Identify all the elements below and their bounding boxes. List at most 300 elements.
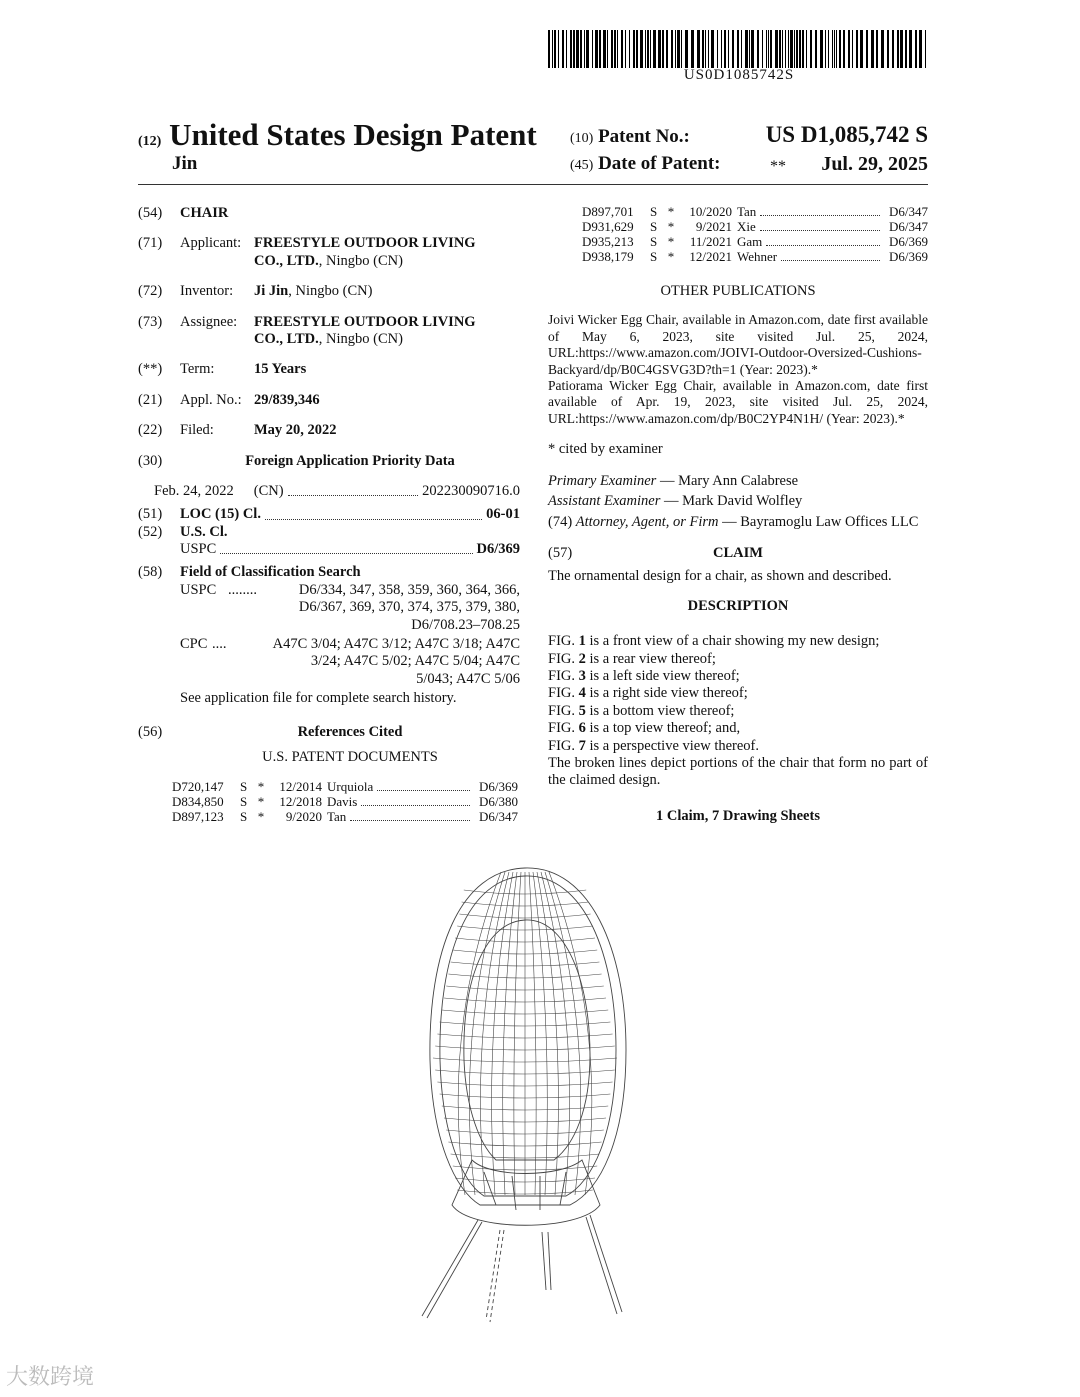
leader-dots bbox=[350, 810, 470, 821]
reference-name-cell bbox=[327, 795, 474, 810]
reference-class: D6/380 bbox=[479, 794, 518, 810]
term-value: 15 Years bbox=[254, 361, 307, 378]
barcode-bar bbox=[650, 30, 651, 68]
fig-text: is a right side view thereof; bbox=[589, 685, 748, 702]
barcode-bar bbox=[633, 30, 635, 68]
reference-name: Xie bbox=[737, 219, 756, 234]
reference-date: 10/2020 bbox=[689, 204, 732, 219]
field-54 bbox=[138, 205, 520, 222]
fig-text: is a top view thereof; and, bbox=[589, 720, 741, 737]
barcode-bar bbox=[697, 30, 700, 68]
field-code: (**) bbox=[138, 361, 163, 378]
field-code: (54) bbox=[138, 205, 163, 221]
field-code: (73) bbox=[138, 313, 163, 330]
barcode-bar bbox=[554, 30, 556, 68]
field-label: Assignee: bbox=[180, 313, 238, 330]
barcode-bar bbox=[892, 30, 894, 68]
patent-number: US D1,085,742 S bbox=[765, 122, 928, 147]
cpc-search bbox=[180, 636, 520, 688]
attorney: (74) Attorney, Agent, or Firm — Bayramoglu Law Offices LLC bbox=[548, 513, 919, 530]
uspc-search-label: USPC bbox=[180, 581, 217, 598]
uspc-label: USPC bbox=[180, 541, 217, 558]
barcode-bar bbox=[548, 30, 550, 68]
reference-kind: S bbox=[240, 794, 248, 810]
barcode-bar bbox=[832, 30, 833, 68]
barcode-bar bbox=[749, 30, 750, 68]
barcode-bar bbox=[796, 30, 798, 68]
fig-text: is a rear view thereof; bbox=[589, 650, 716, 667]
reference-number: D897,123 bbox=[172, 809, 224, 825]
priority-date: Feb. 24, 2022 bbox=[154, 482, 234, 499]
leader-dots bbox=[377, 780, 470, 791]
description-title: DESCRIPTION bbox=[687, 597, 789, 614]
barcode-bar bbox=[790, 30, 793, 68]
field-57 bbox=[548, 545, 928, 562]
reference-name: Urquiola bbox=[327, 780, 374, 795]
patent-date: Jul. 29, 2025 bbox=[821, 153, 928, 175]
barcode-bar bbox=[732, 30, 734, 68]
fig-prefix: FIG. bbox=[548, 737, 575, 754]
barcode-bar bbox=[691, 30, 694, 68]
figure-description bbox=[548, 720, 928, 737]
uspc-line: D6/334, 347, 358, 359, 360, 364, 366, bbox=[298, 581, 520, 598]
barcode-bar bbox=[839, 30, 841, 68]
fig-text: is a left side view thereof; bbox=[589, 667, 740, 684]
field-term bbox=[138, 361, 520, 378]
uspc-class: D6/369 bbox=[476, 541, 520, 558]
reference-kind: S bbox=[240, 779, 248, 795]
cited-by-examiner: * cited by examiner bbox=[548, 441, 663, 458]
claims-count: 1 Claim, 7 Drawing Sheets bbox=[656, 807, 820, 824]
assistant-examiner-label: Assistant Examiner bbox=[548, 493, 661, 510]
barcode-bar bbox=[617, 30, 618, 68]
date-label: Date of Patent: bbox=[598, 153, 721, 174]
leader-dots bbox=[766, 235, 880, 246]
barcode-bar bbox=[625, 30, 626, 68]
fig-text: is a front view of a chair showing my new design; bbox=[589, 633, 880, 650]
reference-kind: S bbox=[650, 204, 658, 219]
field-code: (22) bbox=[138, 422, 163, 439]
field-code: (74) bbox=[548, 513, 573, 530]
priority-row bbox=[154, 483, 520, 500]
barcode-bar bbox=[724, 30, 726, 68]
barcode-bar bbox=[645, 30, 646, 68]
barcode-bar bbox=[745, 30, 748, 68]
reference-number: D931,629 bbox=[582, 218, 634, 234]
reference-number: D897,701 bbox=[582, 204, 634, 219]
reference-row bbox=[582, 205, 928, 220]
priority-number: 202230090716.0 bbox=[422, 482, 520, 499]
weave-rib bbox=[469, 872, 505, 1195]
barcode-bar bbox=[647, 30, 649, 68]
claim-text: The ornamental design for a chair, as shown and described. bbox=[548, 568, 892, 585]
barcode-bar bbox=[881, 30, 884, 68]
patent-title-line bbox=[138, 117, 537, 153]
field-code: (51) bbox=[138, 506, 163, 523]
reference-row bbox=[582, 250, 928, 265]
barcode-bar bbox=[871, 30, 874, 68]
fig-number: 5 bbox=[578, 702, 586, 719]
reference-date: 9/2021 bbox=[695, 218, 732, 234]
reference-class: D6/369 bbox=[889, 248, 928, 264]
barcode-bar bbox=[636, 30, 638, 68]
barcode-bar bbox=[584, 30, 585, 68]
barcode-bar bbox=[866, 30, 868, 68]
code-45: (45) bbox=[570, 158, 594, 173]
applicant bbox=[254, 235, 504, 270]
field-51 bbox=[138, 506, 520, 523]
barcode-bar bbox=[757, 30, 759, 68]
date-line bbox=[570, 153, 720, 175]
uspc-line: D6/367, 369, 370, 374, 375, 379, 380, bbox=[298, 599, 520, 616]
reference-kind: S bbox=[650, 218, 658, 234]
barcode-bar bbox=[834, 30, 835, 68]
egg-chair-drawing bbox=[400, 860, 650, 1330]
barcode-bar bbox=[595, 30, 598, 68]
barcode-bar bbox=[737, 30, 739, 68]
reference-row bbox=[582, 235, 928, 250]
reference-number: D834,850 bbox=[172, 794, 224, 810]
attorney-name: Bayramoglu Law Offices LLC bbox=[740, 513, 919, 530]
document-title: United States Design Patent bbox=[169, 117, 537, 152]
reference-row bbox=[172, 795, 518, 810]
field-label: U.S. Cl. bbox=[180, 523, 228, 540]
patent-number-label: Patent No.: bbox=[598, 126, 690, 147]
barcode-bar bbox=[848, 30, 850, 68]
barcode-bar bbox=[828, 30, 829, 68]
reference-class: D6/347 bbox=[889, 218, 928, 234]
header-divider bbox=[138, 184, 928, 185]
barcode-bar bbox=[836, 30, 837, 68]
barcode-bar bbox=[799, 30, 801, 68]
barcode-bar bbox=[592, 30, 593, 68]
publication-1: Joivi Wicker Egg Chair, available in Amazon.com, date first available of May 6, 2023, site visited Jul. 25, 2024, URL:https://www.amazon.com/JOIVI-Outdoor-Oversized-Cushions-Backyard/dp/B0C4GSVG3D?th=1 (Year: 2023).* bbox=[548, 312, 928, 377]
field-label: Applicant: bbox=[180, 235, 242, 252]
fig-number: 6 bbox=[578, 720, 586, 737]
reference-star: * bbox=[257, 809, 265, 825]
barcode-bar bbox=[900, 30, 903, 68]
barcode-bar bbox=[810, 30, 812, 68]
barcode-bar bbox=[552, 30, 553, 68]
priority-country: (CN) bbox=[253, 482, 284, 499]
reference-class: D6/347 bbox=[889, 204, 928, 219]
figure-description bbox=[548, 633, 928, 650]
barcode-bar bbox=[770, 30, 772, 68]
design-title: CHAIR bbox=[180, 205, 229, 221]
barcode-bar bbox=[603, 30, 606, 68]
barcode-bar bbox=[802, 30, 804, 68]
watermark: 大数跨境 bbox=[6, 1365, 95, 1390]
fig-prefix: FIG. bbox=[548, 633, 575, 650]
uspc-search bbox=[180, 582, 520, 634]
reference-kind: S bbox=[650, 233, 658, 249]
barcode-bar bbox=[768, 30, 769, 68]
reference-date: 12/2018 bbox=[279, 794, 322, 810]
field-22 bbox=[138, 422, 520, 439]
fig-prefix: FIG. bbox=[548, 720, 575, 737]
references-title: References Cited bbox=[297, 723, 403, 740]
barcode-bar bbox=[925, 30, 926, 68]
attorney-label: Attorney, Agent, or Firm bbox=[575, 513, 719, 530]
barcode-bar bbox=[573, 30, 575, 68]
priority-title: Foreign Application Priority Data bbox=[245, 452, 455, 469]
reference-name-cell bbox=[737, 235, 884, 250]
reference-number: D935,213 bbox=[582, 233, 634, 249]
assignee-name: FREESTYLE OUTDOOR LIVING CO., LTD. bbox=[254, 313, 476, 347]
barcode-bar bbox=[671, 30, 673, 68]
field-code: (58) bbox=[138, 564, 163, 581]
barcode-bar bbox=[785, 30, 786, 68]
barcode-bar bbox=[860, 30, 863, 68]
field-code: (21) bbox=[138, 391, 163, 408]
inventor-location: , Ningbo (CN) bbox=[288, 283, 373, 300]
field-56 bbox=[138, 724, 520, 741]
leader-dots bbox=[288, 495, 419, 496]
reference-name-cell bbox=[327, 810, 474, 825]
barcode-bar bbox=[711, 30, 714, 68]
fig-prefix: FIG. bbox=[548, 650, 575, 667]
leader-dots bbox=[265, 519, 482, 520]
reference-date: 12/2014 bbox=[279, 779, 322, 795]
reference-row bbox=[172, 810, 518, 825]
reference-class: D6/347 bbox=[479, 809, 518, 825]
field-30 bbox=[138, 453, 520, 470]
patent-number-line bbox=[570, 126, 690, 148]
other-publications-title: OTHER PUBLICATIONS bbox=[660, 282, 816, 299]
barcode-bar bbox=[705, 30, 706, 68]
reference-kind: S bbox=[240, 809, 248, 825]
field-58 bbox=[138, 564, 520, 581]
fig-prefix: FIG. bbox=[548, 685, 575, 702]
uspc-search-values bbox=[258, 582, 520, 634]
assignee bbox=[254, 314, 504, 349]
reference-star: * bbox=[667, 233, 675, 249]
search-history-note: See application file for complete search history. bbox=[180, 690, 457, 707]
fig-number: 3 bbox=[578, 667, 586, 684]
barcode-bar bbox=[751, 30, 754, 68]
reference-star: * bbox=[667, 204, 675, 219]
reference-name-cell bbox=[737, 205, 884, 220]
field-code: (57) bbox=[548, 544, 573, 561]
barcode-bar bbox=[685, 30, 688, 68]
barcode-bar bbox=[562, 30, 564, 68]
loc-class: 06-01 bbox=[486, 506, 520, 523]
barcode-bar bbox=[658, 30, 661, 68]
weave-rib bbox=[537, 872, 558, 1195]
barcode-bar bbox=[629, 30, 630, 68]
field-73 bbox=[138, 314, 520, 349]
claim-title: CLAIM bbox=[713, 544, 763, 561]
code-10: (10) bbox=[570, 131, 594, 146]
leader-dots bbox=[781, 250, 880, 261]
fig-text: is a perspective view thereof. bbox=[589, 737, 759, 754]
reference-number: D938,179 bbox=[582, 248, 634, 264]
inventor bbox=[254, 283, 372, 300]
leader-dots bbox=[760, 220, 880, 231]
barcode-bar bbox=[782, 30, 783, 68]
uspc-row bbox=[180, 541, 520, 558]
figure-description bbox=[548, 651, 928, 668]
reference-name: Tan bbox=[737, 205, 757, 219]
barcode-bar bbox=[580, 30, 582, 68]
barcode-bar bbox=[611, 30, 613, 68]
barcode-bar bbox=[887, 30, 889, 68]
reference-date: 12/2021 bbox=[689, 248, 732, 264]
right-column bbox=[548, 205, 928, 825]
figure-description bbox=[548, 668, 928, 685]
barcode-bar bbox=[677, 30, 680, 68]
barcode-bar bbox=[702, 30, 704, 68]
reference-name: Gam bbox=[737, 234, 763, 249]
fig-number: 4 bbox=[578, 685, 586, 702]
field-code: (71) bbox=[138, 235, 163, 252]
barcode-bar bbox=[586, 30, 589, 68]
leader-dots bbox=[220, 553, 472, 554]
barcode-bar bbox=[653, 30, 656, 68]
fig-number: 1 bbox=[578, 633, 586, 650]
barcode-bar bbox=[815, 30, 817, 68]
barcode-bar bbox=[909, 30, 912, 68]
figure-description bbox=[548, 685, 928, 702]
fig-number: 7 bbox=[578, 737, 586, 754]
barcode-bar bbox=[775, 30, 778, 68]
barcode-bar bbox=[576, 30, 579, 68]
reference-date: 11/2021 bbox=[689, 233, 732, 249]
reference-row bbox=[172, 780, 518, 795]
barcode-number: US0D1085742S bbox=[683, 67, 795, 83]
cpc-label: CPC bbox=[180, 636, 208, 653]
left-column bbox=[138, 205, 520, 825]
field-52 bbox=[138, 524, 520, 541]
barcode-bar bbox=[662, 30, 664, 68]
reference-star: * bbox=[257, 779, 265, 795]
barcode-bar bbox=[919, 30, 922, 68]
broken-lines-note: The broken lines depict portions of the chair that form no part of the claimed design. bbox=[548, 754, 928, 789]
uspc-line: D6/708.23–708.25 bbox=[411, 616, 520, 633]
us-documents-title: U.S. PATENT DOCUMENTS bbox=[262, 748, 438, 765]
assignee-location: , Ningbo (CN) bbox=[318, 330, 403, 347]
reference-name-cell bbox=[737, 250, 884, 265]
barcode bbox=[548, 30, 930, 68]
barcode-bar bbox=[607, 30, 608, 68]
barcode-bar bbox=[766, 30, 767, 68]
applicant-location: , Ningbo (CN) bbox=[318, 252, 403, 269]
field-71 bbox=[138, 235, 520, 270]
barcode-bar bbox=[825, 30, 826, 68]
application-number: 29/839,346 bbox=[254, 391, 320, 408]
field-label: Filed: bbox=[180, 422, 214, 439]
barcode-bar bbox=[566, 30, 567, 68]
leader-dots bbox=[760, 205, 880, 216]
barcode-bar bbox=[905, 30, 907, 68]
primary-examiner-label: Primary Examiner bbox=[548, 472, 657, 489]
cpc-line: A47C 3/04; A47C 3/12; A47C 3/18; A47C bbox=[272, 636, 520, 653]
right-references bbox=[582, 205, 928, 265]
barcode-bar bbox=[708, 30, 709, 68]
leader-dots-short: .... bbox=[212, 636, 227, 653]
barcode-bar bbox=[666, 30, 668, 68]
reference-name: Davis bbox=[327, 795, 358, 810]
code-12: (12) bbox=[138, 134, 162, 149]
search-title: Field of Classification Search bbox=[180, 564, 361, 581]
reference-number: D720,147 bbox=[172, 779, 224, 795]
reference-star: * bbox=[667, 218, 675, 234]
reference-date: 9/2020 bbox=[285, 809, 322, 825]
reference-row bbox=[582, 220, 928, 235]
field-code: (30) bbox=[138, 452, 163, 469]
field-label: Inventor: bbox=[180, 283, 234, 300]
barcode-bar bbox=[915, 30, 917, 68]
barcode-bar bbox=[614, 30, 616, 68]
assistant-examiner-name: Mark David Wolfley bbox=[682, 493, 803, 510]
inventor-short: Jin bbox=[172, 153, 198, 174]
field-label: LOC (15) Cl. bbox=[180, 506, 261, 523]
barcode-bar bbox=[721, 30, 722, 68]
date-stars: ** bbox=[770, 158, 786, 175]
barcode-bar bbox=[621, 30, 623, 68]
leader-dots bbox=[361, 795, 470, 806]
publication-2: Patiorama Wicker Egg Chair, available in Amazon.com, date first available of Apr. 19, 2023, site visited Jul. 25, 2024, URL:https://www.amazon.com/dp/B0C2YP4N1H/ (Year: 2023).* bbox=[548, 378, 928, 426]
field-72 bbox=[138, 283, 520, 300]
barcode-bar bbox=[741, 30, 742, 68]
reference-name: Wehner bbox=[737, 249, 778, 264]
assistant-examiner: Assistant Examiner — Mark David Wolfley bbox=[548, 493, 803, 510]
barcode-bar bbox=[762, 30, 763, 68]
reference-name-cell bbox=[737, 220, 884, 235]
reference-star: * bbox=[257, 794, 265, 810]
barcode-bar bbox=[728, 30, 729, 68]
barcode-bar bbox=[640, 30, 643, 68]
applicant-name: FREESTYLE OUTDOOR LIVING CO., LTD. bbox=[254, 235, 476, 269]
barcode-bar bbox=[681, 30, 682, 68]
barcode-bar bbox=[717, 30, 718, 68]
reference-name: Tan bbox=[327, 810, 347, 825]
barcode-bar bbox=[852, 30, 853, 68]
filed-date: May 20, 2022 bbox=[254, 422, 337, 439]
barcode-bar bbox=[788, 30, 789, 68]
reference-class: D6/369 bbox=[479, 779, 518, 795]
cpc-line: 5/043; A47C 5/06 bbox=[416, 670, 520, 687]
field-label: Term: bbox=[180, 361, 215, 378]
barcode-bar bbox=[843, 30, 845, 68]
barcode-bar bbox=[856, 30, 858, 68]
reference-kind: S bbox=[650, 248, 658, 264]
barcode-bar bbox=[570, 30, 572, 68]
weave-rib bbox=[545, 872, 581, 1195]
reference-class: D6/369 bbox=[889, 233, 928, 249]
inventor-name: Ji Jin bbox=[254, 283, 289, 300]
figure-list bbox=[548, 633, 928, 755]
barcode-bar bbox=[806, 30, 807, 68]
fig-text: is a bottom view thereof; bbox=[589, 702, 735, 719]
field-label: Appl. No.: bbox=[180, 391, 242, 408]
barcode-bar bbox=[794, 30, 795, 68]
field-code: (52) bbox=[138, 523, 163, 540]
cpc-line: 3/24; A47C 5/02; A47C 5/04; A47C bbox=[310, 653, 520, 670]
fig-number: 2 bbox=[578, 650, 586, 667]
figure-description bbox=[548, 703, 928, 720]
primary-examiner: Primary Examiner — Mary Ann Calabrese bbox=[548, 472, 799, 489]
weave-rib bbox=[492, 872, 513, 1195]
fig-prefix: FIG. bbox=[548, 667, 575, 684]
reference-star: * bbox=[667, 248, 675, 264]
fig-prefix: FIG. bbox=[548, 702, 575, 719]
leader-dots-short: ........ bbox=[228, 581, 257, 598]
barcode-bar bbox=[558, 30, 559, 68]
barcode-bar bbox=[897, 30, 899, 68]
barcode-bar bbox=[876, 30, 878, 68]
field-code: (72) bbox=[138, 283, 163, 300]
